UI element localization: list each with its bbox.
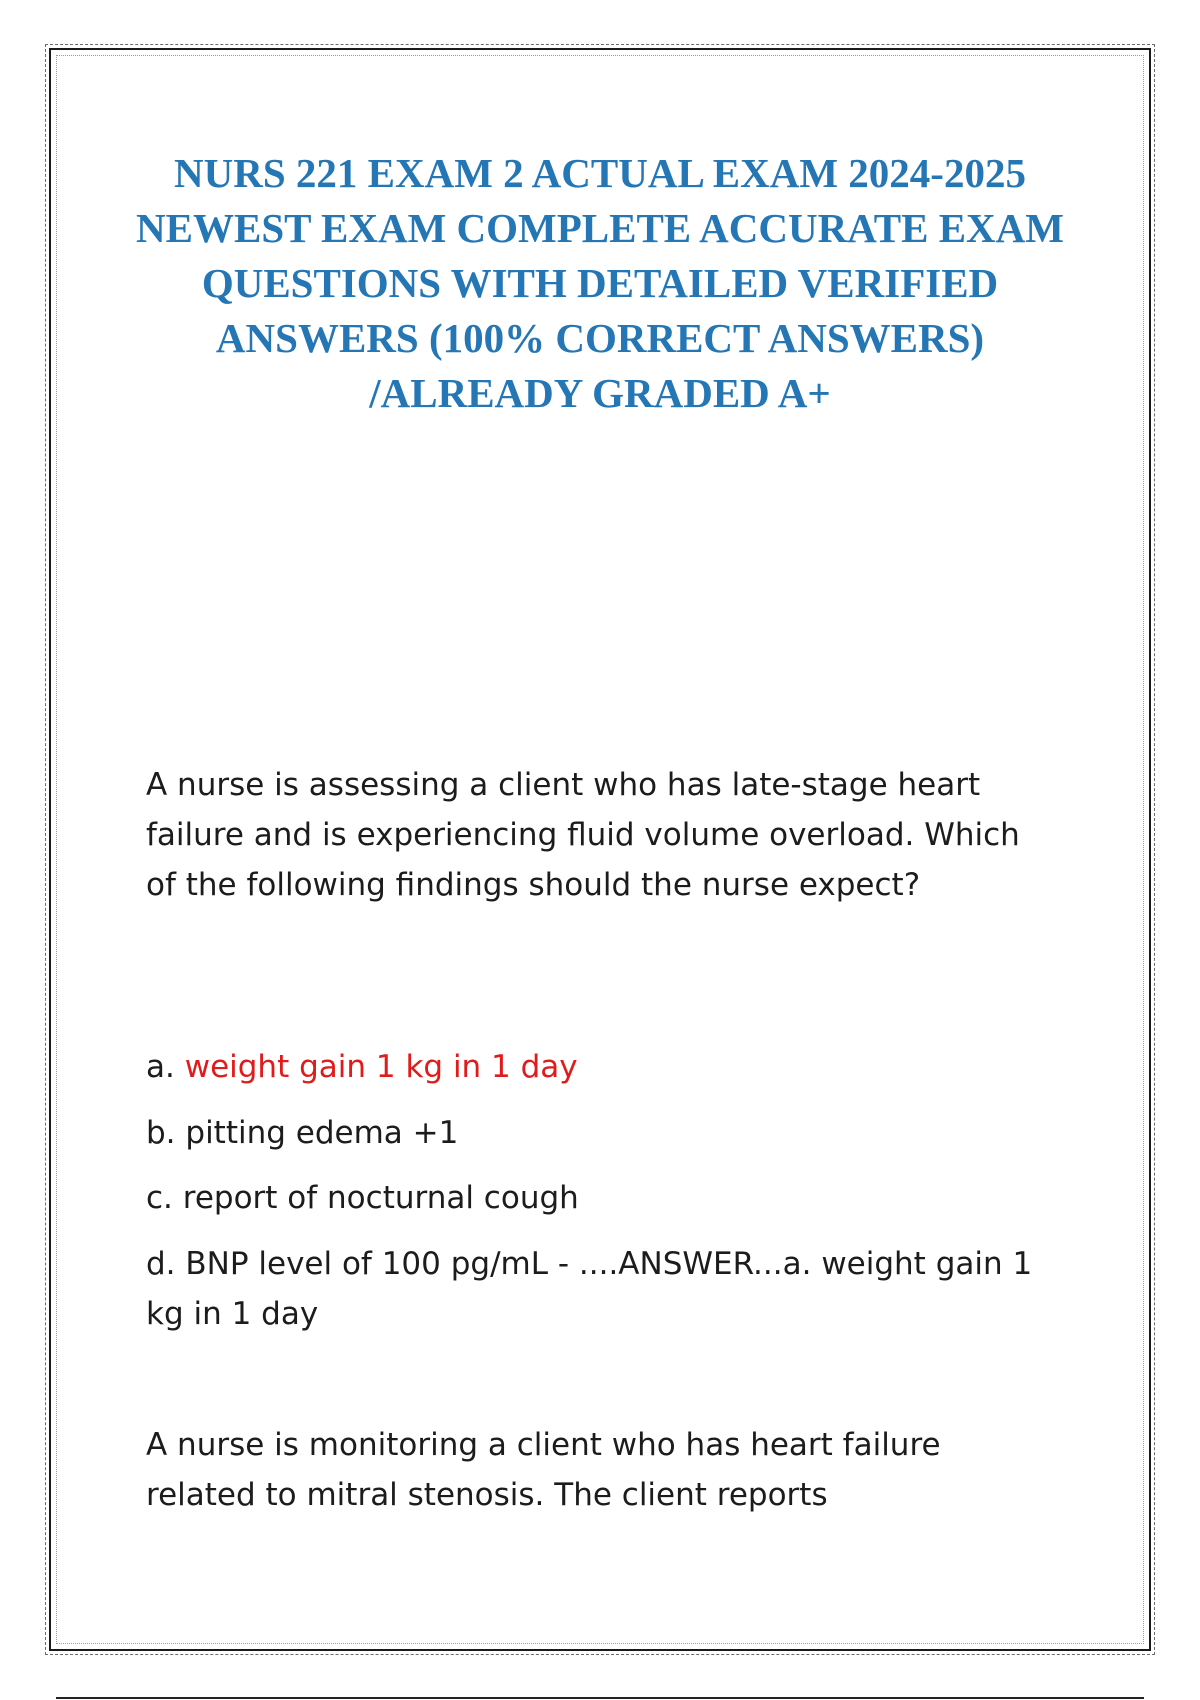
document-title: NURS 221 EXAM 2 ACTUAL EXAM 2024-2025 NEWEST EXAM COMPLETE ACCURATE EXAM QUESTIONS WITH DETAILED VERIFIED ANSWERS (100% CORRECT ANSWERS) /ALREADY GRADED A+ <box>136 150 1064 416</box>
option-text: report of nocturnal cough <box>182 1180 579 1216</box>
option-prefix: d. <box>146 1246 186 1282</box>
option-prefix: b. <box>146 1115 186 1151</box>
question-2-stem: A nurse is monitoring a client who has heart failure related to mitral stenosis. The client reports <box>146 1427 941 1513</box>
question-1-option-c <box>146 1173 1046 1223</box>
option-prefix: c. <box>146 1180 183 1216</box>
option-prefix: a. <box>146 1049 185 1085</box>
question-1-stem: A nurse is assessing a client who has late-stage heart failure and is experiencing fluid volume overload. Which of the following findings should the nurse expect? <box>146 767 1020 903</box>
question-1-option-b <box>146 1108 1046 1158</box>
question-1-option-d <box>146 1239 1046 1339</box>
question-1-option-a <box>146 1042 1046 1092</box>
option-text: BNP level of 100 pg/mL - ....ANSWER...a. weight gain 1 kg in 1 day <box>146 1246 1033 1332</box>
option-text: pitting edema +1 <box>185 1115 459 1151</box>
option-text-highlighted: weight gain 1 kg in 1 day <box>184 1049 578 1085</box>
bottom-divider <box>56 1697 1144 1699</box>
